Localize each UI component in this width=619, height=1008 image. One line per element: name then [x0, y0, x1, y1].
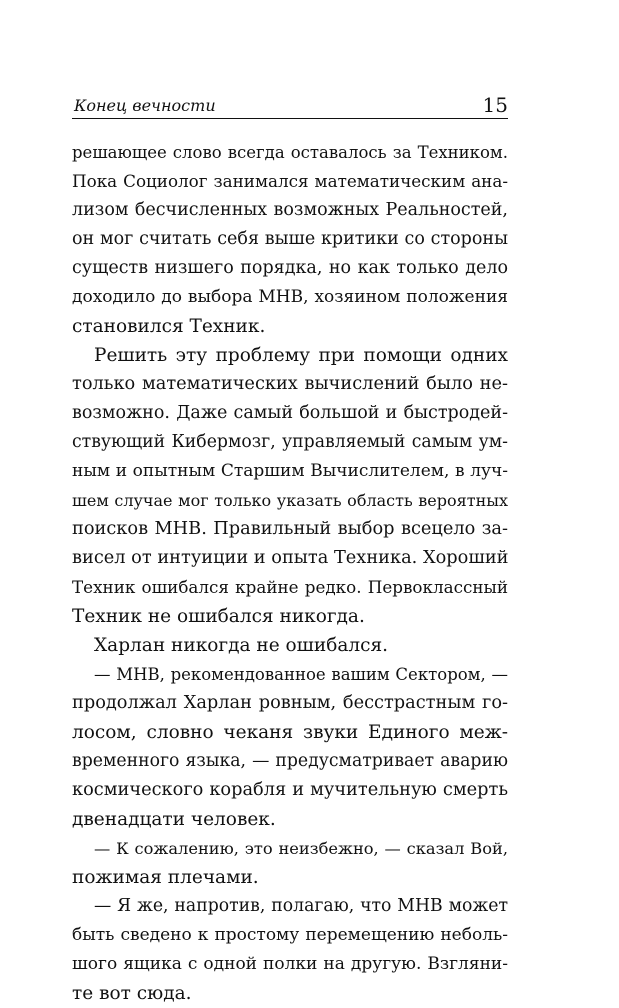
text-line: только математических вычислений было не-	[72, 374, 508, 394]
text-line: ным и опытным Старшим Вычислителем, в луч-	[72, 461, 508, 481]
text-line: пожимая плечами.	[72, 867, 259, 888]
text-line: Пока Социолог занимался математическим ана-	[72, 171, 508, 191]
text-line: — МНВ, рекомендованное вашим Сектором, —	[94, 665, 508, 684]
text-line: становился Техник.	[72, 316, 266, 337]
text-line: он мог считать себя выше критики со стороны	[72, 229, 508, 249]
text-line: Техник не ошибался никогда.	[72, 606, 365, 627]
text-line: шем случае мог только указать область вероятных	[72, 491, 508, 510]
body-text	[72, 138, 508, 1008]
text-line: временного языка, — предусматривает аварию	[72, 751, 508, 771]
text-line: возможно. Даже самый большой и быстродей-	[72, 403, 508, 423]
text-line: Харлан никогда не ошибался.	[94, 635, 389, 656]
text-line: шого ящика с одной полки на другую. Взгляни-	[72, 954, 508, 974]
page-number: 15	[482, 93, 508, 117]
running-title: Конец вечности	[74, 96, 216, 115]
text-line: доходило до выбора МНВ, хозяином положения	[72, 287, 508, 307]
text-line: продолжал Харлан ровным, бесстрастным го-	[72, 693, 508, 713]
text-line: ствующий Кибермозг, управляемый самым ум-	[72, 432, 508, 452]
text-line: — К сожалению, это неизбежно, — сказал Вой,	[94, 839, 508, 858]
text-line: быть сведено к простому перемещению неболь-	[72, 925, 508, 945]
text-line: Техник ошибался крайне редко. Первоклассный	[72, 577, 508, 597]
text-line: существ низшего порядка, но как только дело	[72, 258, 508, 278]
text-line: лосом, словно чеканя звуки Единого меж-	[72, 722, 508, 743]
text-line: висел от интуиции и опыта Техника. Хороший	[72, 548, 509, 568]
text-line: Решить эту проблему при помощи одних	[94, 345, 508, 366]
text-line: — Я же, напротив, полагаю, что МНВ может	[94, 896, 508, 916]
text-line: решающее слово всегда оставалось за Техником.	[72, 143, 508, 162]
header-divider	[72, 118, 508, 119]
text-line: двенадцати человек.	[72, 809, 276, 830]
text-line: те вот сюда.	[72, 983, 192, 1004]
text-line: космического корабля и мучительную смерть	[72, 780, 508, 800]
text-line: лизом бесчисленных возможных Реальностей,	[72, 200, 508, 220]
text-line: поисков МНВ. Правильный выбор всецело за-	[72, 519, 508, 539]
